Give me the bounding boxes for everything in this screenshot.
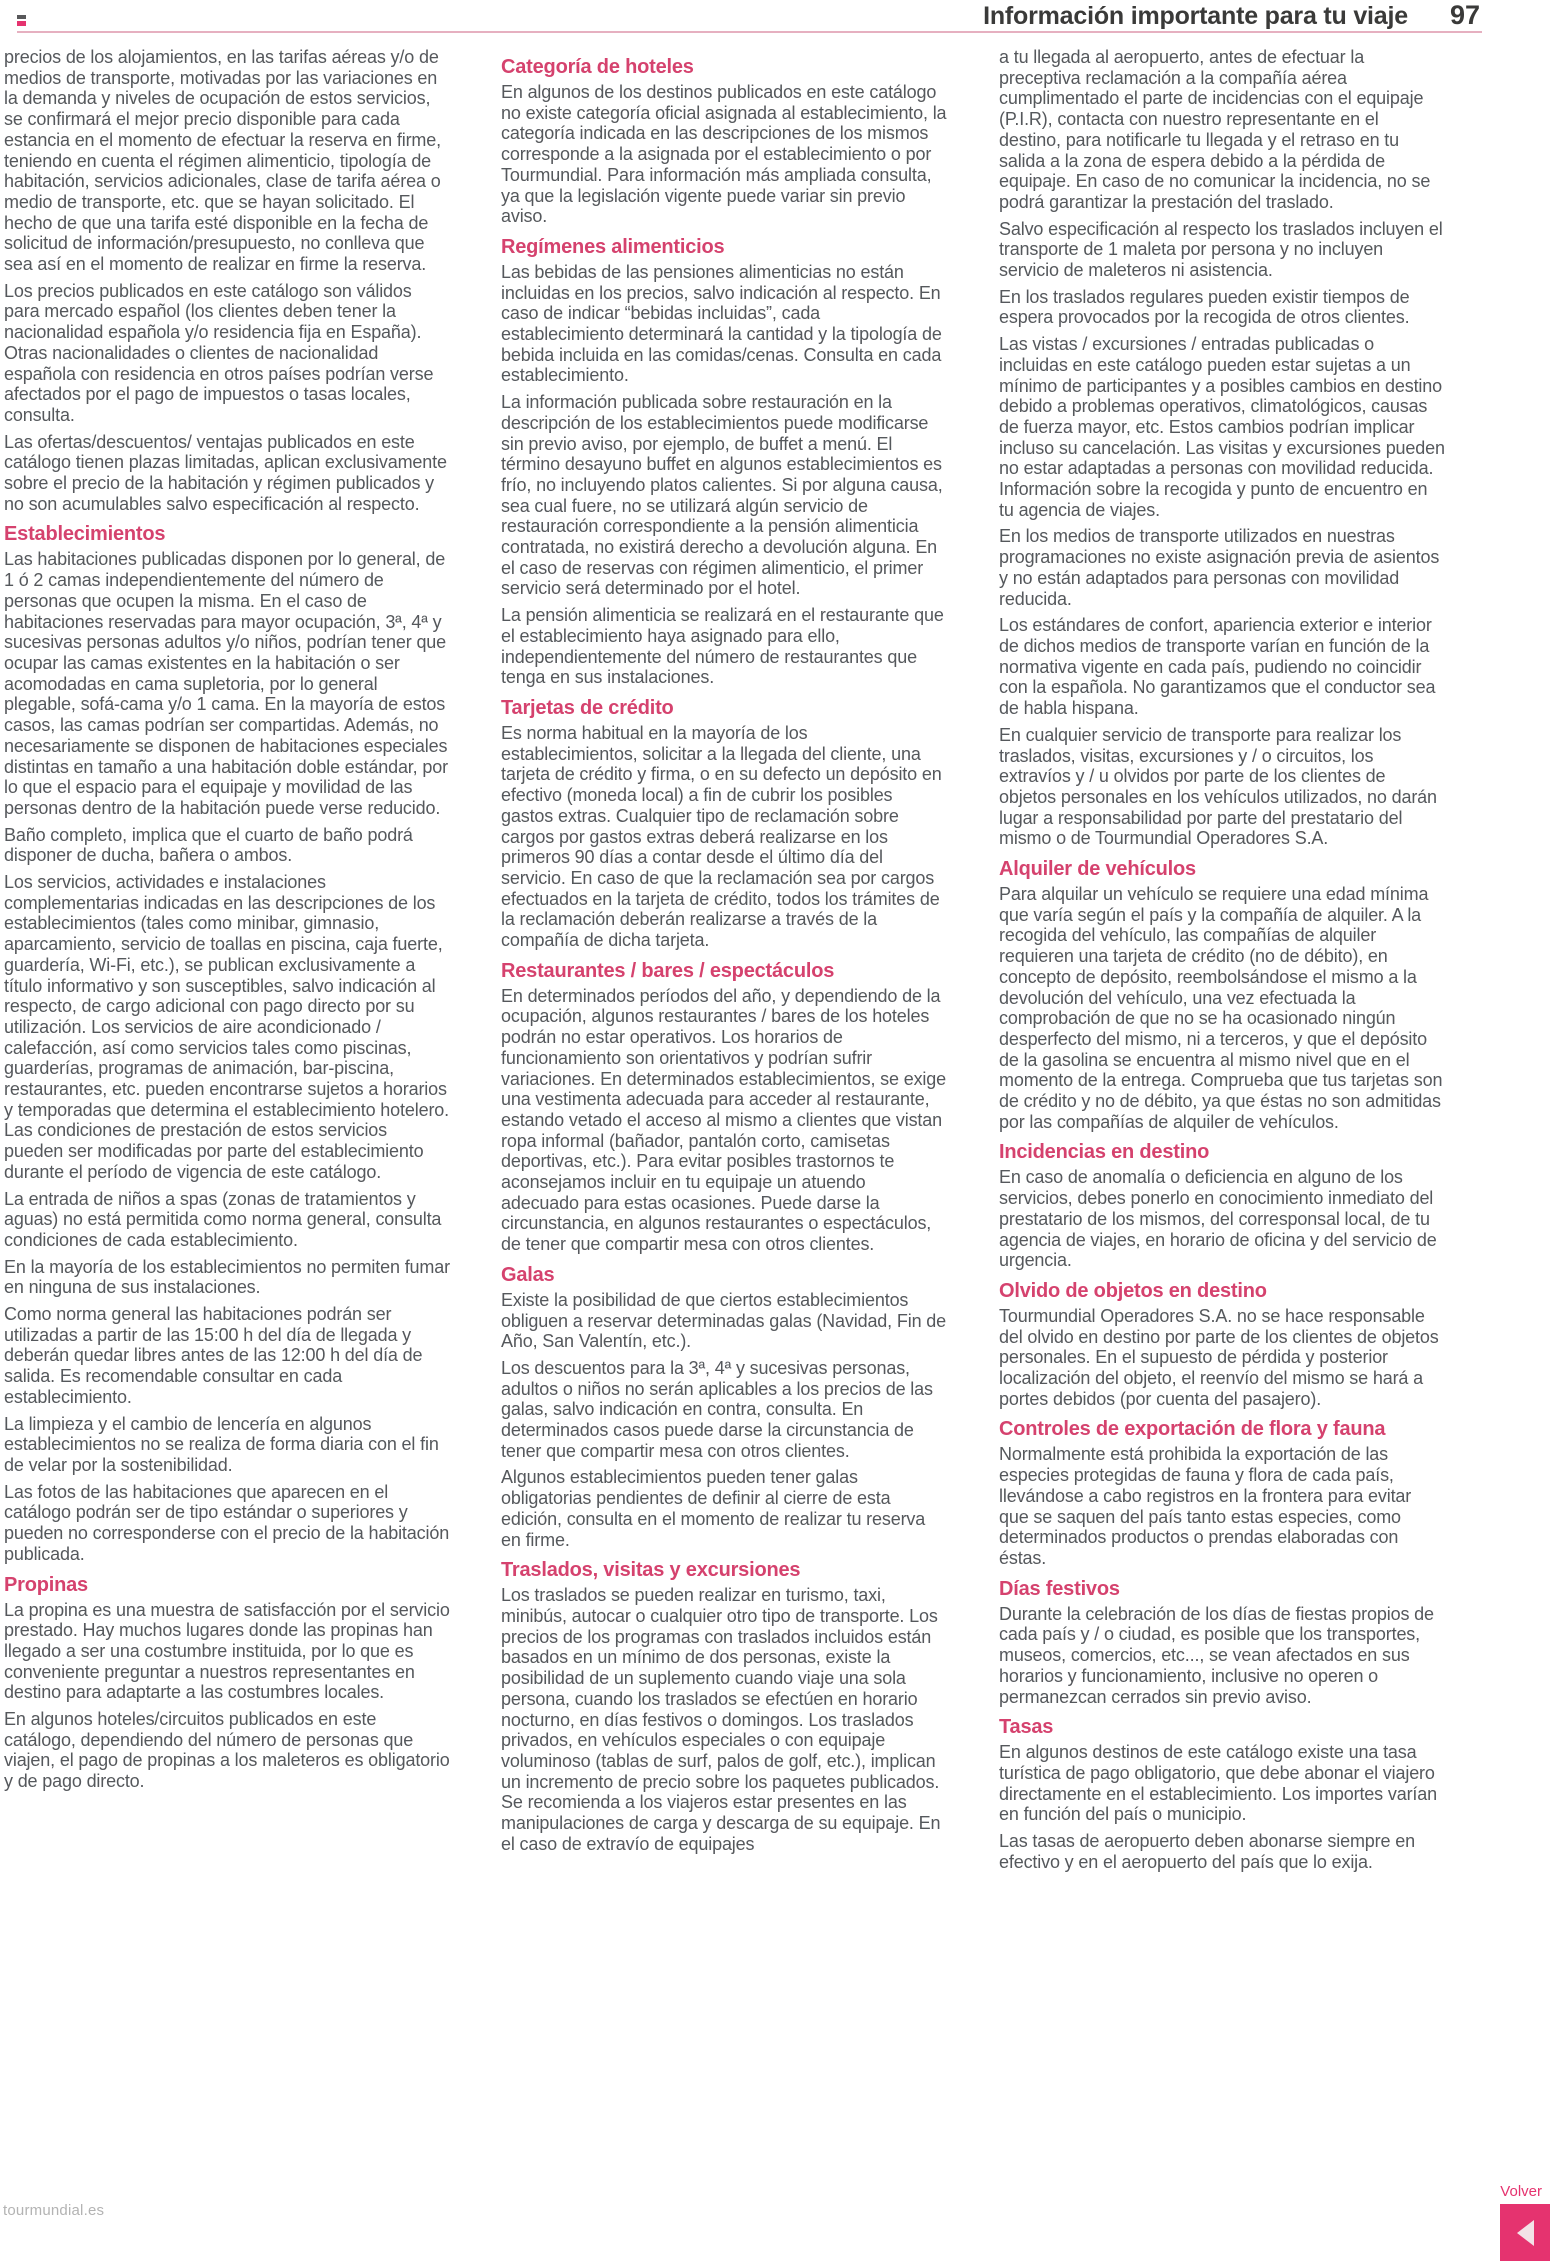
paragraph: precios de los alojamientos, en las tarifas aéreas y/o de medios de transporte, motivadas por las variaciones en la demanda y niveles de ocupación de estos servicios, se confirmará el mejor precio disponible para cada estancia en el momento de efectuar la reserva en firme, teniendo en cuenta el régimen alimenticio, tipología de habitación, servicios adicionales, clase de tarifa aérea o medio de transporte, etc. que se hayan solicitado. El hecho de que una tarifa esté disponible en la fecha de solicitud de información/presupuesto, no conlleva que sea así en el momento de realizar en firme la reserva. bbox=[4, 47, 441, 275]
site-url: tourmundial.es bbox=[3, 2202, 105, 2219]
column-2 bbox=[501, 47, 947, 1860]
paragraph: Las bebidas de las pensiones alimenticias no están incluidas en los precios, salvo indicación al respecto. En caso de indicar “bebidas incluidas”, cada establecimiento determinará la cantidad y la tipología de bebida incluida en las comidas/cenas. Consulta en cada establecimiento. bbox=[501, 261, 942, 386]
page-title: Información importante para tu viaje bbox=[983, 2, 1408, 30]
paragraph: En determinados períodos del año, y dependiendo de la ocupación, algunos restaurantes / bares de los hoteles podrán no estar operativos. Los horarios de funcionamiento son orientativos y podrían sufrir variaciones. En determinados establecimientos, se exige una vestimenta adecuada para acceder al restaurante, estando vetado el acceso al mismo a clientes que vistan ropa informal (bañador, pantalón corto, camisetas deportivas, etc.). Para evitar posibles trastornos te aconsejamos incluir en tu equipaje un atuendo adecuado para estas ocasiones. Puede darse la circunstancia, en algunos restaurantes o espectáculos, de tener que compartir mesa con otros clientes. bbox=[501, 985, 946, 1255]
tourmundial-logo-icon bbox=[17, 15, 27, 27]
paragraph: Las fotos de las habitaciones que aparecen en el catálogo podrán ser de tipo estándar o superiores y pueden no corresponderse con el precio de la habitación publicada. bbox=[4, 1481, 450, 1564]
section-heading: Días festivos bbox=[999, 1577, 1120, 1600]
page-number: 97 bbox=[1449, 0, 1480, 30]
paragraph: Los precios publicados en este catálogo son válidos para mercado español (los clientes deben tener la nacionalidad española y/o residencia fija en España). Otras nacionalidades o clientes de nacionalidad española con residencia en otros países podrían verse afectados por el pago de impuestos o tasas locales, consulta. bbox=[4, 280, 434, 425]
section-heading: Regímenes alimenticios bbox=[501, 235, 725, 258]
paragraph: Las ofertas/descuentos/ ventajas publicados en este catálogo tienen plazas limitadas, aplican exclusivamente sobre el precio de la habitación y régimen publicados y no son acumulables salvo especificación al respecto. bbox=[4, 431, 447, 514]
paragraph: En la mayoría de los establecimientos no permiten fumar en ninguna de sus instalaciones. bbox=[4, 1256, 450, 1298]
paragraph: La propina es una muestra de satisfacción por el servicio prestado. Hay muchos lugares donde las propinas han llegado a ser una costumbre instituida, por lo que es conveniente preguntar a nuestros representantes en destino para adaptarte a las costumbres locales. bbox=[4, 1599, 450, 1703]
section-heading: Olvido de objetos en destino bbox=[999, 1279, 1267, 1302]
back-link[interactable]: Volver bbox=[1500, 2183, 1542, 2200]
paragraph: Las habitaciones publicadas disponen por lo general, de 1 ó 2 camas independientemente del número de personas que ocupen la misma. En el caso de habitaciones reservadas para mayor ocupación, 3ª, 4ª y sucesivas personas adultos y/o niños, podrían tener que ocupar las camas existentes en la habitación o ser acomodadas en cama supletoria, por lo general plegable, sofá-cama y/o 1 cama. En la mayoría de estos casos, las camas podrían ser compartidas. Además, no necesariamente se disponen de habitaciones especiales distintas en tamaño a una habitación doble estándar, por lo que el espacio para el equipaje y movilidad de las personas dentro de la habitación puede verse reducido. bbox=[4, 549, 448, 818]
section-heading: Incidencias en destino bbox=[999, 1141, 1210, 1164]
section-heading: Controles de exportación de flora y fauna bbox=[999, 1418, 1386, 1441]
paragraph: a tu llegada al aeropuerto, antes de efectuar la preceptiva reclamación a la compañía aérea cumplimentado el parte de incidencias con el equipaje (P.I.R), contacta con nuestro representante en el destino, para notificarle tu llegada y el retraso en tu salida a la zona de espera debido a la pérdida de equipaje. En caso de no comunicar la incidencia, no se podrá garantizar la prestación del traslado. bbox=[999, 47, 1431, 212]
paragraph: Los traslados se pueden realizar en turismo, taxi, minibús, autocar o cualquier otro tipo de transporte. Los precios de los programas con traslados incluidos están basados en un mínimo de dos personas, existe la posibilidad de un suplemento cuando viaje una sola persona, cuando los traslados se efectúen en horario nocturno, en días festivos o domingos. Los traslados privados, en vehículos especiales o con equipaje voluminoso (tablas de surf, palos de golf, etc.), implican un incremento de precio sobre los paquetes publicados. Se recomienda a los viajeros estar presentes en las manipulaciones de carga y descarga de su equipaje. En el caso de extravío de equipajes bbox=[501, 1585, 941, 1854]
paragraph: Es norma habitual en la mayoría de los establecimientos, solicitar a la llegada del cliente, una tarjeta de crédito y firma, o en su defecto un depósito en efectivo (moneda local) a fin de cubrir los posibles gastos extras. Cualquier tipo de reclamación sobre cargos por gastos extras deberá realizarse en los primeros 90 días a contar desde el último día del servicio. En caso de que la reclamación sea por cargos efectuados en la tarjeta de crédito, todos los trámites de la reclamación deberán realizarse a través de la compañía de dicha tarjeta. bbox=[501, 722, 942, 951]
paragraph: Como norma general las habitaciones podrán ser utilizadas a partir de las 15:00 h del día de llegada y deberán quedar libres antes de las 12:00 h del día de salida. Es recomendable consultar en cada establecimiento. bbox=[4, 1304, 423, 1407]
section-heading: Galas bbox=[501, 1263, 555, 1286]
paragraph: La pensión alimenticia se realizará en el restaurante que el establecimiento haya asignado para ello, independientemente del número de restaurantes que tenga en sus instalaciones. bbox=[501, 605, 944, 688]
back-button[interactable] bbox=[1500, 2204, 1550, 2261]
section-heading: Categoría de hoteles bbox=[501, 56, 694, 78]
paragraph: Salvo especificación al respecto los traslados incluyen el transporte de 1 maleta por persona y no incluyen servicio de maleteros ni asistencia. bbox=[999, 218, 1443, 281]
paragraph: Las vistas / excursiones / entradas publicadas o incluidas en este catálogo pueden estar sujetas a un mínimo de participantes y a posibles cambios en destino debido a problemas operativos, climatológicos, causas de fuerza mayor, etc. Estos cambios podrían implicar incluso su cancelación. Las visitas y excursiones pueden no estar adaptadas a personas con movilidad reducida. Información sobre la recogida y punto de encuentro en tu agencia de viajes. bbox=[999, 334, 1445, 520]
section-heading: Traslados, visitas y excursiones bbox=[501, 1559, 801, 1582]
paragraph: Los estándares de confort, apariencia exterior e interior de dichos medios de transporte varían en función de la normativa vigente en cada país, pudiendo no coincidir con la española. No garantizamos que el conductor sea de habla hispana. bbox=[999, 615, 1436, 719]
paragraph: En algunos destinos de este catálogo existe una tasa turística de pago obligatorio, que debe abonar el viajero directamente en el establecimiento. Los importes varían en función del país o municipio. bbox=[999, 1742, 1437, 1825]
section-heading: Establecimientos bbox=[4, 523, 166, 546]
paragraph: Existe la posibilidad de que ciertos establecimientos obliguen a reservar determinadas galas (Navidad, Fin de Año, San Valentín, etc.). bbox=[501, 1289, 947, 1352]
section-heading: Tasas bbox=[999, 1716, 1054, 1739]
paragraph: En cualquier servicio de transporte para realizar los traslados, visitas, excursiones y / o circuitos, los extravíos y / u olvidos por parte de los clientes de objetos personales en los vehículos utilizados, no darán lugar a responsabilidad por parte del prestatario del mismo o de Tourmundial Operadores S.A. bbox=[999, 724, 1437, 849]
back-arrow-icon bbox=[1517, 2220, 1534, 2246]
header-divider bbox=[17, 31, 1482, 33]
column-1 bbox=[4, 47, 450, 1798]
logo-bar-top bbox=[17, 15, 26, 19]
section-heading: Propinas bbox=[4, 1573, 88, 1596]
paragraph: Durante la celebración de los días de fiestas propios de cada país y / o ciudad, es posible que los transportes, museos, comercios, etc..., se vean afectados en sus horarios y funcionamiento, inclusive no operen o permanezcan cerrados sin previo aviso. bbox=[999, 1603, 1434, 1707]
paragraph: En los medios de transporte utilizados en nuestras programaciones no existe asignación previa de asientos y no están adaptados para personas con movilidad reducida. bbox=[999, 526, 1440, 609]
paragraph: Baño completo, implica que el cuarto de baño podrá disponer de ducha, bañera o ambos. bbox=[4, 824, 413, 866]
paragraph: La limpieza y el cambio de lencería en algunos establecimientos no se realiza de forma diaria con el fin de velar por la sostenibilidad. bbox=[4, 1413, 439, 1475]
paragraph: En algunos de los destinos publicados en este catálogo no existe categoría oficial asignada al establecimiento, la categoría indicada en las descripciones de los mismos corresponde a la asignada por el establecimiento o por Tourmundial. Para información más ampliada consulta, ya que la legislación vigente puede variar sin previo aviso. bbox=[501, 82, 947, 227]
paragraph: Los descuentos para la 3ª, 4ª y sucesivas personas, adultos o niños no serán aplicables a los precios de las galas, salvo indicación en contra, consulta. En determinados casos puede darse la circunstancia de tener que compartir mesa con otros clientes. bbox=[501, 1357, 933, 1461]
paragraph: Los servicios, actividades e instalaciones complementarias indicadas en las descripciones de los establecimientos (tales como minibar, gimnasio, aparcamiento, servicio de toallas en piscina, caja fuerte, guardería, Wi-Fi, etc.), se publican exclusivamente a título informativo y son susceptibles, salvo indicación al respecto, de cargo adicional con pago directo por su utilización. Los servicios de aire acondicionado / calefacción, así como servicios tales como piscinas, guarderías, programas de animación, bar-piscina, restaurantes, etc. pueden encontrarse sujetos a horarios y temporadas que determina el establecimiento hotelero. Las condiciones de prestación de estos servicios pueden ser modificadas por parte del establecimiento durante el período de vigencia de este catálogo. bbox=[4, 872, 450, 1182]
section-heading: Alquiler de vehículos bbox=[999, 858, 1196, 881]
paragraph: Para alquilar un vehículo se requiere una edad mínima que varía según el país y la compañía de alquiler. A la recogida del vehículo, las compañías de alquiler requieren una tarjeta de crédito (no de débito), en concepto de depósito, reembolsándose el mismo a la devolución del vehículo, una vez efectuada la comprobación de que no se ha ocasionado ningún desperfecto del mismo, ni a terceros, y que el depósito de la gasolina se encuentra al mismo nivel que en el momento de la entrega. Comprueba que tus tarjetas son de crédito y no de débito, ya que éstas no son admitidas por las compañías de alquiler de vehículos. bbox=[999, 884, 1443, 1132]
column-3 bbox=[999, 47, 1445, 1878]
section-heading: Restaurantes / bares / espectáculos bbox=[501, 959, 835, 982]
paragraph: En caso de anomalía o deficiencia en alguno de los servicios, debes ponerlo en conocimiento inmediato del prestatario de los mismos, del corresponsal local, de tu agencia de viajes, en horario de oficina y del servicio de urgencia. bbox=[999, 1167, 1437, 1271]
page-header bbox=[983, 0, 1480, 31]
paragraph: En algunos hoteles/circuitos publicados en este catálogo, dependiendo del número de personas que viajen, el pago de propinas a los maleteros es obligatorio y de pago directo. bbox=[4, 1709, 450, 1792]
logo-bar-bottom bbox=[17, 21, 26, 26]
paragraph: Normalmente está prohibida la exportación de las especies protegidas de fauna y flora de cada país, llevándose a cabo registros en la frontera para evitar que se saquen del país tanto estas especies, como determinados productos o prendas elaboradas con éstas. bbox=[999, 1444, 1412, 1568]
section-heading: Tarjetas de crédito bbox=[501, 696, 674, 719]
paragraph: Algunos establecimientos pueden tener galas obligatorias pendientes de definir al cierre de esta edición, consulta en el momento de realizar tu reserva en firme. bbox=[501, 1467, 926, 1550]
paragraph: Las tasas de aeropuerto deben abonarse siempre en efectivo y en el aeropuerto del país que lo exija. bbox=[999, 1831, 1415, 1872]
paragraph: Tourmundial Operadores S.A. no se hace responsable del olvido en destino por parte de los clientes de objetos personales. En el supuesto de pérdida y posterior localización del objeto, el reenvío del mismo se hará a portes debidos (por cuenta del pasajero). bbox=[999, 1305, 1439, 1409]
paragraph: La entrada de niños a spas (zonas de tratamientos y aguas) no está permitida como norma general, consulta condiciones de cada establecimiento. bbox=[4, 1188, 442, 1250]
paragraph: En los traslados regulares pueden existir tiempos de espera provocados por la recogida de otros clientes. bbox=[999, 286, 1410, 328]
paragraph: La información publicada sobre restauración en la descripción de los establecimientos puede modificarse sin previo aviso, por ejemplo, de buffet a menú. El término desayuno buffet en algunos establecimientos es frío, no incluyendo platos calientes. Si por alguna causa, sea cual fuere, no se utilizará algún servicio de restauración correspondiente a la pensión alimenticia contratada, no existirá derecho a devolución alguna. En el caso de reservas con régimen alimenticio, el primer servicio será determinado por el hotel. bbox=[501, 392, 943, 599]
